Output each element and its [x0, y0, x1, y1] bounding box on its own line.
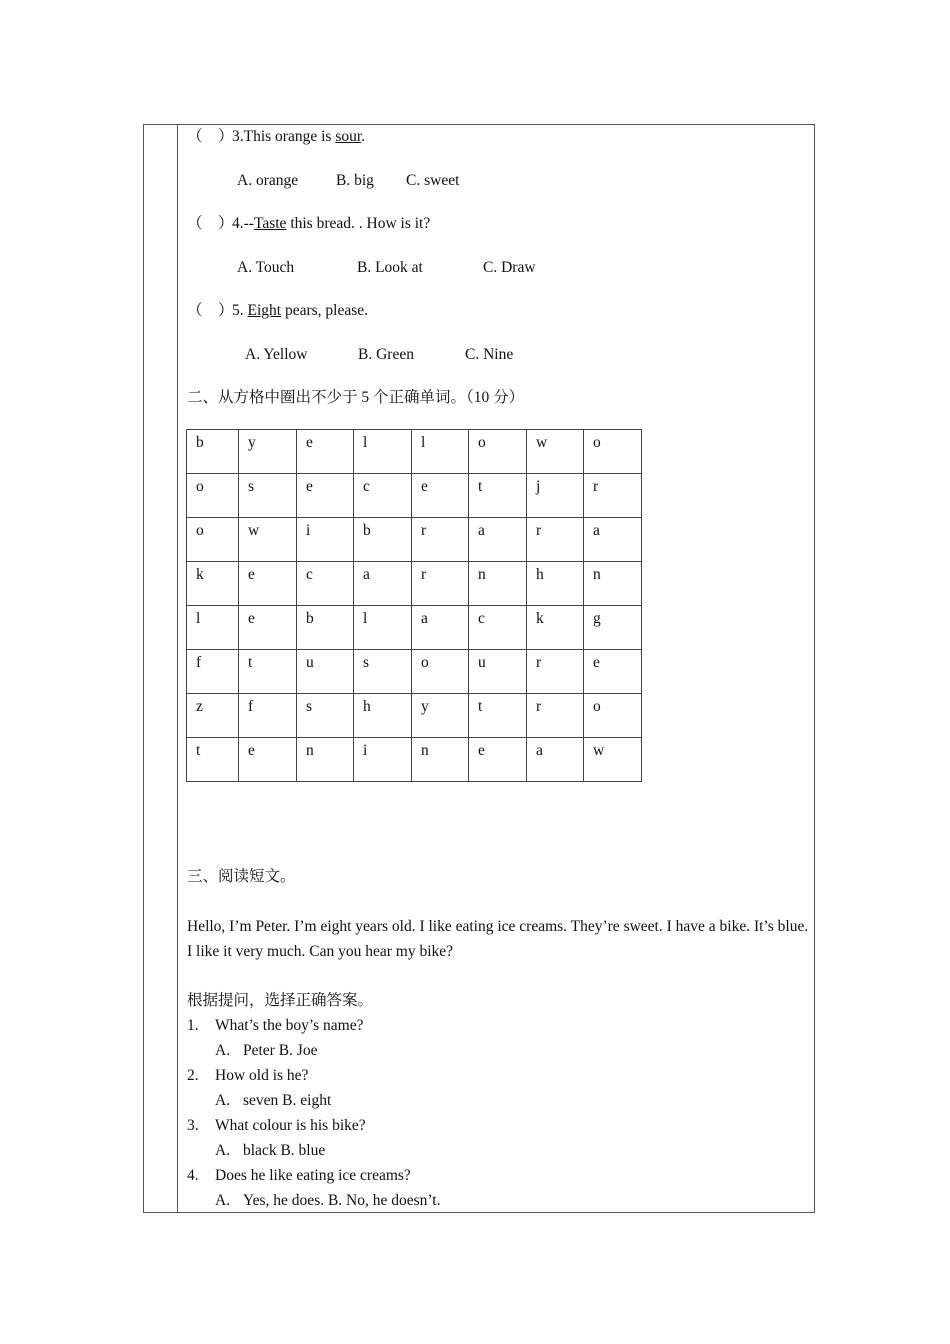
grid-cell[interactable]: c [354, 474, 412, 518]
grid-row [187, 606, 642, 650]
grid-cell[interactable]: b [297, 606, 354, 650]
grid-cell[interactable]: e [584, 650, 642, 694]
grid-cell[interactable]: a [354, 562, 412, 606]
grid-cell[interactable]: w [239, 518, 297, 562]
grid-cell[interactable]: t [469, 694, 527, 738]
grid-cell[interactable]: o [584, 694, 642, 738]
question-number: 1. [187, 1017, 199, 1034]
grid-cell[interactable]: o [187, 474, 239, 518]
grid-cell[interactable]: g [584, 606, 642, 650]
grid-cell[interactable]: r [527, 518, 584, 562]
grid-cell[interactable]: k [527, 606, 584, 650]
grid-cell[interactable]: e [297, 474, 354, 518]
grid-cell[interactable]: l [187, 606, 239, 650]
grid-cell[interactable]: y [412, 694, 469, 738]
grid-cell[interactable]: o [469, 430, 527, 474]
question-number: 4. [187, 1167, 199, 1184]
answer-blank[interactable]: （ ） [187, 215, 234, 232]
grid-cell[interactable]: n [412, 738, 469, 782]
answer-choices[interactable]: A. seven B. eight [215, 1092, 332, 1109]
grid-cell[interactable]: b [187, 430, 239, 474]
question-number: 3. [187, 1117, 199, 1134]
option-c[interactable]: C. Draw [483, 259, 536, 276]
grid-cell[interactable]: u [469, 650, 527, 694]
grid-cell[interactable]: a [527, 738, 584, 782]
grid-cell[interactable]: i [297, 518, 354, 562]
question-text: What colour is his bike? [215, 1117, 366, 1134]
grid-cell[interactable]: h [527, 562, 584, 606]
grid-cell[interactable]: r [412, 562, 469, 606]
grid-cell[interactable]: j [527, 474, 584, 518]
question-5: （ ）5. Eight pears, please. [187, 302, 369, 319]
grid-cell[interactable]: c [469, 606, 527, 650]
grid-cell[interactable]: n [469, 562, 527, 606]
grid-cell[interactable]: e [239, 562, 297, 606]
option-b[interactable]: B. Green [358, 346, 414, 363]
answer-choices[interactable]: A. black B. blue [215, 1142, 326, 1159]
grid-cell[interactable]: i [354, 738, 412, 782]
question-text: What’s the boy’s name? [215, 1017, 364, 1034]
grid-cell[interactable]: t [239, 650, 297, 694]
grid-cell[interactable]: r [412, 518, 469, 562]
grid-cell[interactable]: a [469, 518, 527, 562]
grid-cell[interactable]: h [354, 694, 412, 738]
grid-cell[interactable]: l [354, 606, 412, 650]
grid-cell[interactable]: c [297, 562, 354, 606]
grid-row [187, 650, 642, 694]
instruction-text: 根据提问，选择正确答案。 [187, 992, 374, 1009]
grid-cell[interactable]: n [584, 562, 642, 606]
question-3: （ ）3.This orange is sour. [187, 128, 366, 145]
grid-cell[interactable]: l [412, 430, 469, 474]
section-3-heading: 三、阅读短文。 [187, 868, 296, 885]
grid-cell[interactable]: e [239, 606, 297, 650]
grid-cell[interactable]: l [354, 430, 412, 474]
option-c[interactable]: C. Nine [465, 346, 514, 363]
grid-row [187, 518, 642, 562]
grid-cell[interactable]: o [584, 430, 642, 474]
grid-cell[interactable]: o [187, 518, 239, 562]
word-search-grid [186, 429, 642, 782]
grid-cell[interactable]: e [297, 430, 354, 474]
grid-cell[interactable]: u [297, 650, 354, 694]
reading-passage: Hello, I’m Peter. I’m eight years old. I like eating ice creams. They’re sweet. I have a bike. It’s blue. I like it very much. Can you hear my bike? [187, 918, 809, 960]
option-a[interactable]: A. orange [237, 172, 299, 189]
grid-row [187, 562, 642, 606]
grid-cell[interactable]: t [187, 738, 239, 782]
option-c[interactable]: C. sweet [406, 172, 460, 189]
option-b[interactable]: B. big [336, 172, 374, 189]
grid-cell[interactable]: w [527, 430, 584, 474]
question-text: Does he like eating ice creams? [215, 1167, 411, 1184]
grid-cell[interactable]: f [187, 650, 239, 694]
grid-cell[interactable]: o [412, 650, 469, 694]
option-b[interactable]: B. Look at [357, 259, 423, 276]
grid-cell[interactable]: e [412, 474, 469, 518]
grid-cell[interactable]: r [584, 474, 642, 518]
grid-cell[interactable]: w [584, 738, 642, 782]
answer-blank[interactable]: （ ） [187, 128, 234, 145]
section-2-heading: 二、从方格中圈出不少于 5 个正确单词。（10 分） [187, 389, 525, 406]
grid-cell[interactable]: a [584, 518, 642, 562]
grid-cell[interactable]: a [412, 606, 469, 650]
grid-cell[interactable]: s [297, 694, 354, 738]
grid-cell[interactable]: k [187, 562, 239, 606]
answer-choices[interactable]: A. Peter B. Joe [215, 1042, 318, 1059]
grid-cell[interactable]: b [354, 518, 412, 562]
answer-blank[interactable]: （ ） [187, 302, 234, 319]
grid-row [187, 738, 642, 782]
grid-cell[interactable]: r [527, 694, 584, 738]
grid-cell[interactable]: z [187, 694, 239, 738]
column-divider [177, 124, 178, 1213]
grid-cell[interactable]: r [527, 650, 584, 694]
question-number: 2. [187, 1067, 199, 1084]
grid-row [187, 474, 642, 518]
option-a[interactable]: A. Touch [237, 259, 295, 276]
grid-cell[interactable]: n [297, 738, 354, 782]
answer-choices[interactable]: A. Yes, he does. B. No, he doesn’t. [215, 1192, 441, 1209]
grid-cell[interactable]: s [354, 650, 412, 694]
grid-cell[interactable]: f [239, 694, 297, 738]
grid-row [187, 430, 642, 474]
grid-cell[interactable]: y [239, 430, 297, 474]
question-4: （ ）4.--Taste this bread. . How is it? [187, 215, 431, 232]
grid-row [187, 694, 642, 738]
grid-cell[interactable]: e [239, 738, 297, 782]
grid-cell[interactable]: s [239, 474, 297, 518]
grid-cell[interactable]: e [469, 738, 527, 782]
question-text: How old is he? [215, 1067, 309, 1084]
option-a[interactable]: A. Yellow [245, 346, 308, 363]
grid-cell[interactable]: t [469, 474, 527, 518]
